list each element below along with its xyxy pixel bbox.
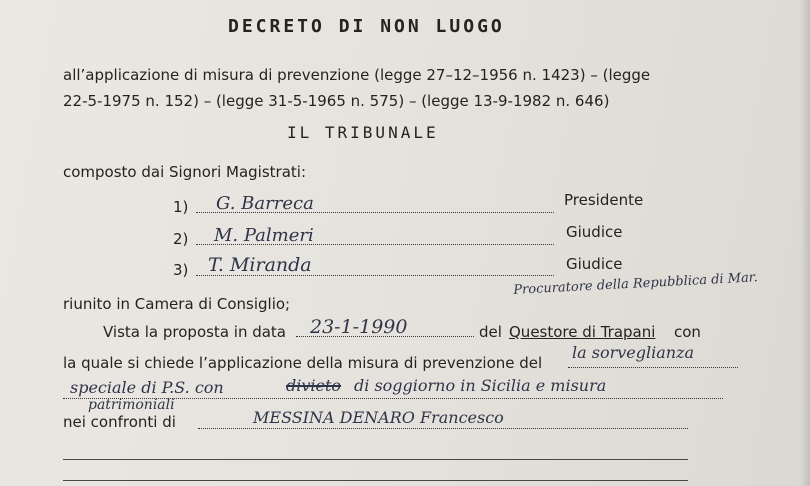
proposal-con: con xyxy=(674,323,701,341)
magistrate-3-name: T. Miranda xyxy=(208,254,312,276)
measure-line-1-rule xyxy=(568,367,738,368)
chamber-text: riunito in Camera di Consiglio; xyxy=(63,295,291,313)
law-reference-line-1: all’applicazione di misura di prevenzione (legge 27–12–1956 n. 1423) – (legge xyxy=(63,66,651,84)
magistrate-2-name: M. Palmeri xyxy=(214,225,314,246)
subject-name: MESSINA DENARO Francesco xyxy=(253,408,504,427)
measure-line-1: la sorveglianza xyxy=(572,343,695,362)
blank-line-2 xyxy=(63,480,688,481)
proposal-prefix: Vista la proposta in data xyxy=(103,323,287,341)
composed-label: composto dai Signori Magistrati: xyxy=(63,163,307,181)
subject-line xyxy=(198,428,688,429)
page-edge-shadow xyxy=(800,0,810,486)
procura-note: Procuratore della Repubblica di Mar. xyxy=(513,270,759,298)
magistrate-1-role: Presidente xyxy=(564,191,644,209)
proposal-del: del xyxy=(479,323,502,341)
blank-line-1 xyxy=(63,459,688,460)
court-heading: IL TRIBUNALE xyxy=(287,123,439,142)
magistrate-3-role: Giudice xyxy=(566,255,623,273)
measure-line-3: patrimoniali xyxy=(88,397,175,413)
magistrate-1-number: 1) xyxy=(173,198,189,216)
magistrate-2-number: 2) xyxy=(173,230,189,248)
measure-line-2c: di soggiorno in Sicilia e misura xyxy=(354,376,607,395)
measure-line-2b: divieto xyxy=(286,376,342,395)
magistrate-1-name: G. Barreca xyxy=(216,193,314,214)
proposal-date: 23-1-1990 xyxy=(310,316,408,338)
request-text: la quale si chiede l’applicazione della misura di prevenzione del xyxy=(63,354,543,372)
questore-text: Questore di Trapani xyxy=(509,323,656,341)
magistrate-3-number: 3) xyxy=(173,261,189,279)
confronti-label: nei confronti di xyxy=(63,413,176,431)
magistrate-2-role: Giudice xyxy=(566,223,623,241)
measure-line-2a: speciale di P.S. con xyxy=(70,378,224,397)
document-title: DECRETO DI NON LUOGO xyxy=(228,16,505,37)
law-reference-line-2: 22-5-1975 n. 152) – (legge 31-5-1965 n. 575) – (legge 13-9-1982 n. 646) xyxy=(63,92,610,110)
